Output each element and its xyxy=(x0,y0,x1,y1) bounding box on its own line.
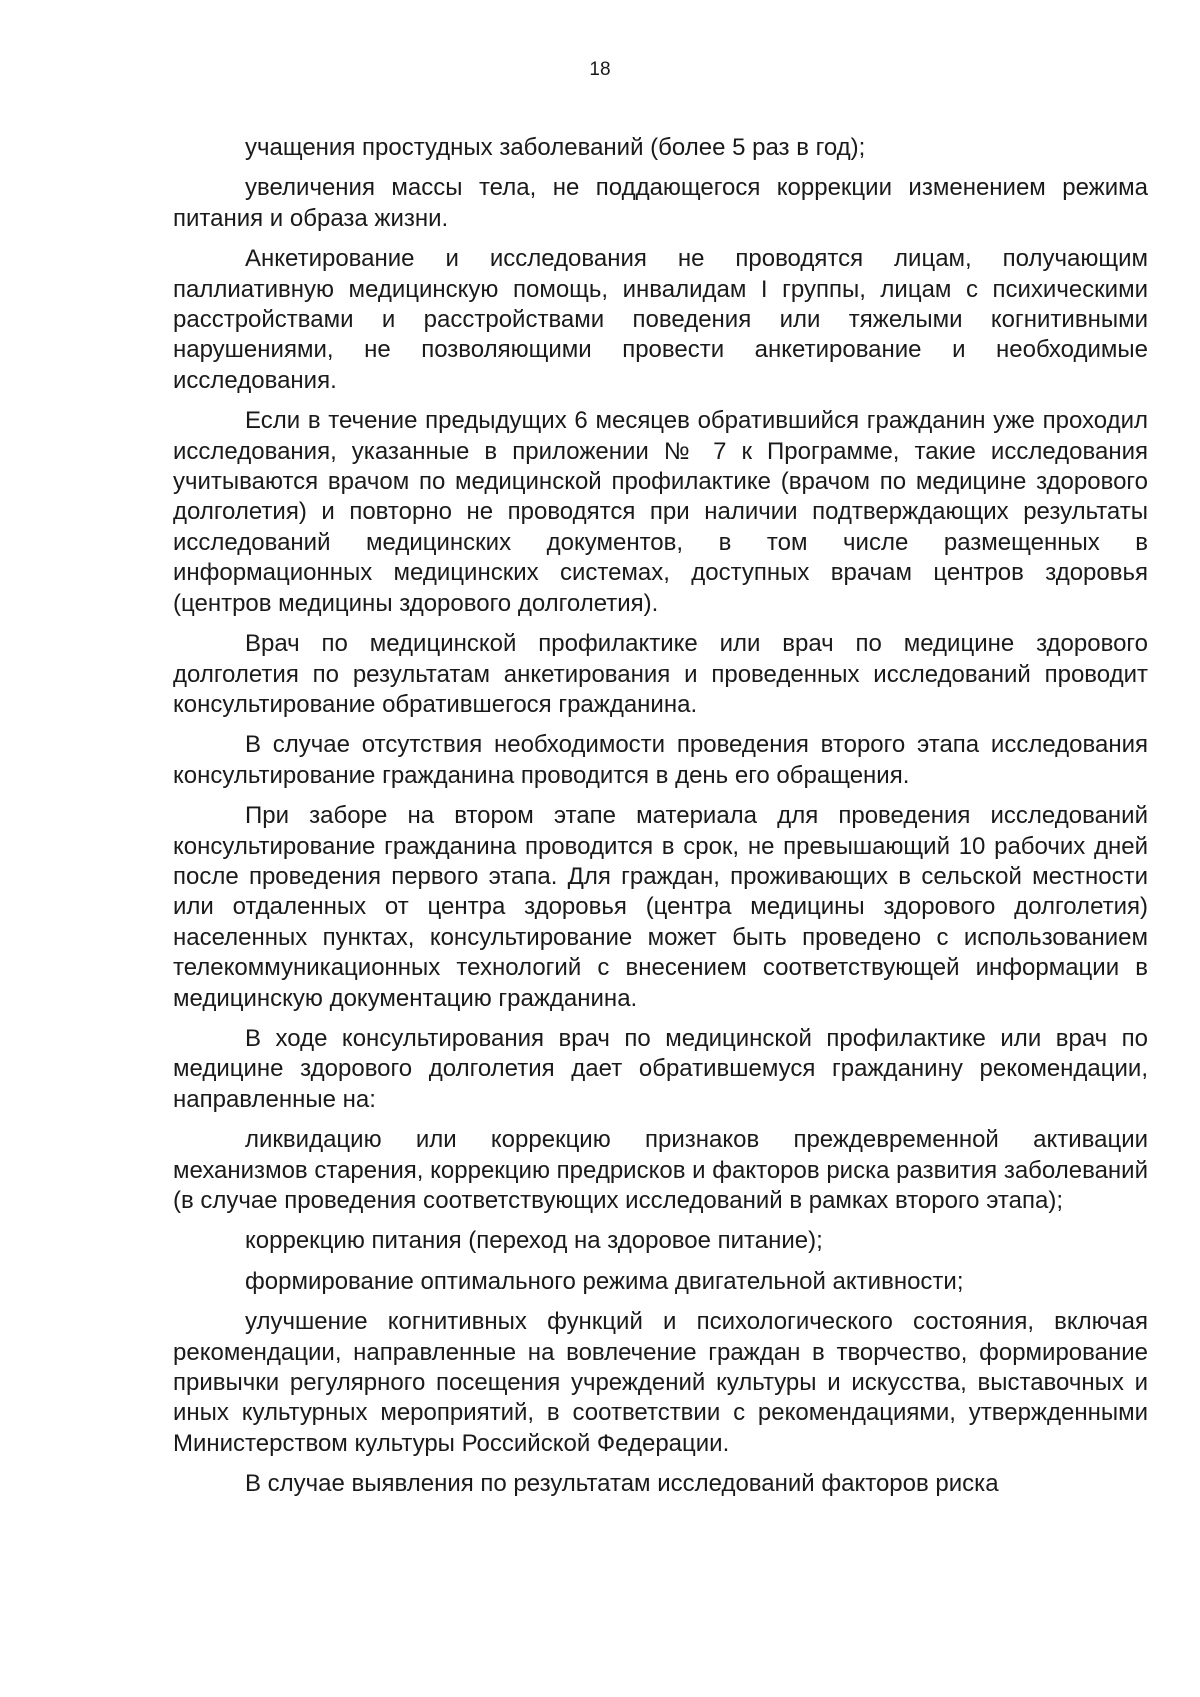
paragraph: учащения простудных заболеваний (более 5 раз в год); xyxy=(245,134,866,161)
paragraph: Если в течение предыдущих 6 месяцев обратившийся гражданин уже проходил исследования, указанные в приложении № 7 к Программе, такие исследования учитываются врачом по медицинской профилактике (врачом по медицине здорового долголетия) и повторно не проводятся при наличии подтверждающих результаты исследований медицинских документов, в том числе размещенных в информационных медицинских системах, доступных врачам центров здоровья (центров медицины здорового долголетия). xyxy=(173,407,1148,617)
paragraph: формирование оптимального режима двигательной активности; xyxy=(245,1267,964,1295)
document-body xyxy=(173,133,1148,1510)
paragraph: В ходе консультирования врач по медицинской профилактике или врач по медицине здорового долголетия дает обратившемуся гражданину рекомендации, направленные на: xyxy=(173,1024,1148,1113)
paragraph: увеличения массы тела, не поддающегося коррекции изменением режима питания и образа жизни. xyxy=(173,174,1148,232)
paragraph: При заборе на втором этапе материала для проведения исследований консультирование гражданина проводится в срок, не превышающий 10 рабочих дней после проведения первого этапа. Для граждан, проживающих в сельской местности или отдаленных от центра здоровья (центра медицины здорового долголетия) населенных пунктах, консультирование может быть проведено с использованием телекоммуникационных технологий с внесением соответствующей информации в медицинскую документацию гражданина. xyxy=(173,802,1148,1012)
paragraph: коррекцию питания (переход на здоровое питание); xyxy=(245,1227,823,1255)
paragraph: Врач по медицинской профилактике или врач по медицине здорового долголетия по результатам анкетирования и проведенных исследований проводит консультирование обратившегося гражданина. xyxy=(173,630,1148,718)
paragraph: В случае выявления по результатам исследований факторов риска xyxy=(245,1470,999,1498)
paragraph: улучшение когнитивных функций и психологического состояния, включая рекомендации, направленные на вовлечение граждан в творчество, формирование привычки регулярного посещения учреждений культуры и искусства, выставочных и иных культурных мероприятий, в соответствии с рекомендациями, утвержденными Министерством культуры Российской Федерации. xyxy=(173,1308,1148,1457)
paragraph: В случае отсутствия необходимости проведения второго этапа исследования консультирование гражданина проводится в день его обращения. xyxy=(173,731,1148,789)
page-number: 18 xyxy=(589,59,611,80)
paragraph: Анкетирование и исследования не проводятся лицам, получающим паллиативную медицинскую помощь, инвалидам I группы, лицам с психическими расстройствами и расстройствами поведения или тяжелыми когнитивными нарушениями, не позволяющими провести анкетирование и необходимые исследования. xyxy=(173,245,1148,394)
paragraph: ликвидацию или коррекцию признаков преждевременной активации механизмов старения, коррекцию предрисков и факторов риска развития заболеваний (в случае проведения соответствующих исследований в рамках второго этапа); xyxy=(173,1126,1148,1214)
